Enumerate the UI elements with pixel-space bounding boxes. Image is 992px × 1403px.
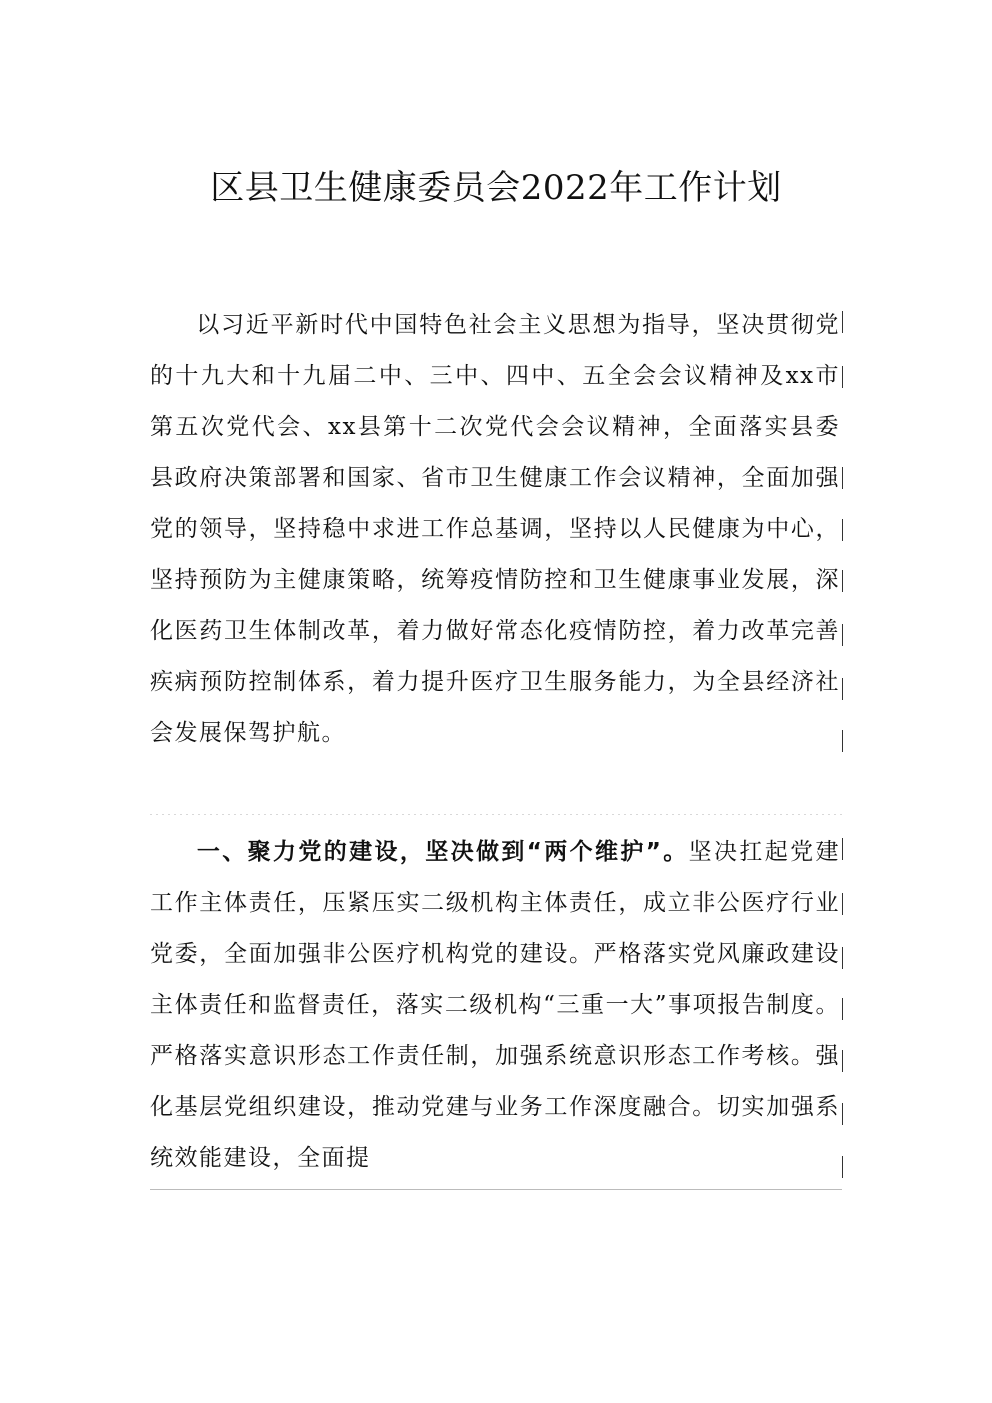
intro-paragraph [150,300,840,759]
margin-mark [842,519,843,541]
margin-mark [842,998,843,1020]
margin-mark [842,366,843,388]
intro-paragraph-text: 以习近平新时代中国特色社会主义思想为指导，坚决贯彻党的十九大和十九届二中、三中、四中、五全会会议精神及xx市第五次党代会、xx县第十二次党代会会议精神，全面落实县委县政府决策部署和国家、省市卫生健康工作会议精神，全面加强党的领导，坚持稳中求进工作总基调，坚持以人民健康为中心，坚持预防为主健康策略，统筹疫情防控和卫生健康事业发展，深化医药卫生体制改革，着力做好常态化疫情防控，着力改革完善疾病预防控制体系，着力提升医疗卫生服务能力，为全县经济社会发展保驾护航。 [150,312,840,746]
margin-mark [842,570,843,592]
margin-mark [842,730,843,752]
section-heading: 一、聚力党的建设，坚决做到“两个维护”。 [196,839,689,865]
document-title: 区县卫生健康委员会2022年工作计划 [210,168,782,208]
page-bottom-rule [150,1189,842,1190]
section-paragraph [150,827,840,1184]
margin-mark [842,838,843,860]
margin-mark [842,1050,843,1072]
margin-mark [842,1103,843,1125]
section-paragraph-text: 坚决扛起党建工作主体责任，压紧压实二级机构主体责任，成立非公医疗行业党委，全面加强非公医疗机构党的建设。严格落实党风廉政建设主体责任和监督责任，落实二级机构“三重一大”事项报告制度。严格落实意识形态工作责任制，加强系统意识形态工作考核。强化基层党组织建设，推动党建与业务工作深度融合。切实加强系统效能建设，全面提 [150,839,841,1171]
margin-mark [842,893,843,915]
margin-mark [842,947,843,969]
margin-mark [842,678,843,700]
margin-mark [842,311,843,333]
paragraph-separator [150,814,842,815]
margin-mark [842,624,843,646]
margin-mark [842,1156,843,1178]
margin-mark [842,467,843,489]
